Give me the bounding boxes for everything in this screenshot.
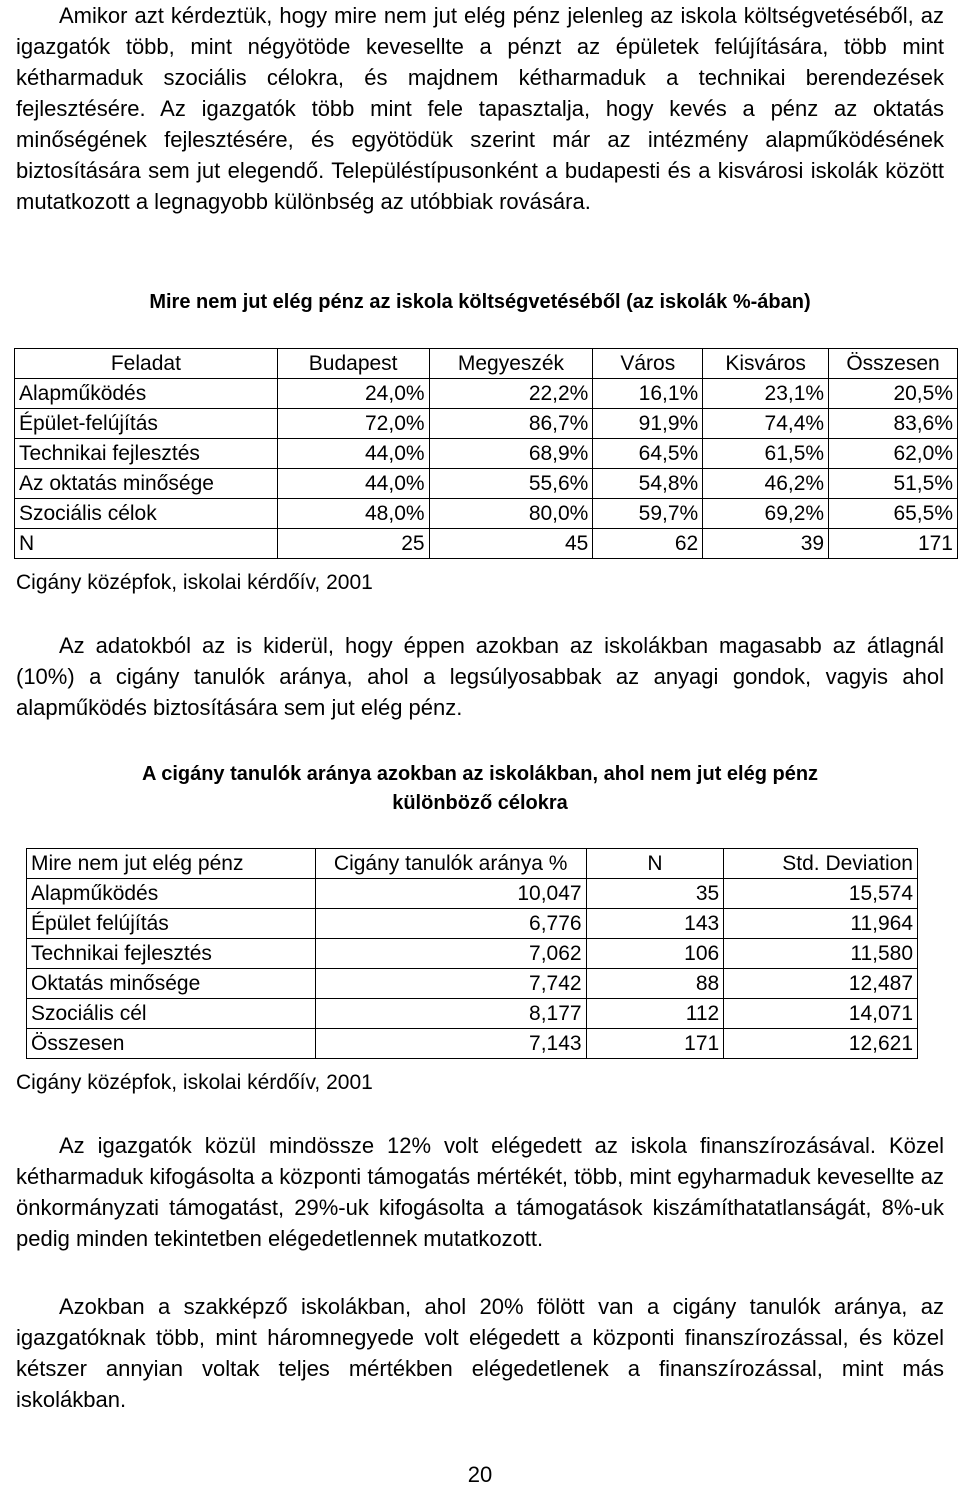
table1-header-row [15,349,958,379]
paragraph-satisfaction: Az igazgatók közül mindössze 12% volt elégedett az iskola finanszírozásával. Közel kétharmaduk kifogásolta a központi támogatás mértékét, több, mint egyharmaduk kevesellte az önkormányzati támogatást, 29%-uk kifogásolta a támogatások kiszámíthatatlanságát, 8%-uk pedig minden tekintetben elégedetlennek mutatkozott. [16,1133,944,1251]
table2-row [27,999,918,1029]
table1-header-cell: Összesen [829,349,958,379]
table1-row [15,529,958,559]
table1-cell: 54,8% [593,469,703,499]
table1-cell: 59,7% [593,499,703,529]
table1-header-cell: Feladat [15,349,278,379]
table2-row-label: Alapműködés [27,879,316,909]
table1-row [15,499,958,529]
table1-header-cell: Megyeszék [429,349,593,379]
table1-cell: 16,1% [593,379,703,409]
table2-header-cell: Cigány tanulók aránya % [315,849,586,879]
table2-header-cell: N [586,849,724,879]
table1-cell: 61,5% [703,439,829,469]
table1-cell: 39 [703,529,829,559]
table1-cell: 44,0% [277,439,429,469]
table1-cell: 68,9% [429,439,593,469]
table1-cell: 65,5% [829,499,958,529]
table1-caption: Mire nem jut elég pénz az iskola költségvetéséből (az iskolák %-ában) [149,291,811,313]
table1-cell: 46,2% [703,469,829,499]
table1-cell: 91,9% [593,409,703,439]
table1-cell: 44,0% [277,469,429,499]
page-number: 20 [467,1462,493,1487]
table2-cell: 143 [586,909,724,939]
table2-cell: 10,047 [315,879,586,909]
table2-source: Cigány középfok, iskolai kérdőív, 2001 [16,1071,373,1094]
table1-row [15,409,958,439]
table2-cell: 15,574 [724,879,918,909]
table1-cell: 48,0% [277,499,429,529]
table1-cell: 72,0% [277,409,429,439]
table2-cell: 7,742 [315,969,586,999]
table1-header-cell: Budapest [277,349,429,379]
funding-shortage-table [14,348,958,559]
table2-cell: 6,776 [315,909,586,939]
table2-row [27,939,918,969]
table1-cell: 51,5% [829,469,958,499]
table1-cell: 80,0% [429,499,593,529]
table2-cell: 112 [586,999,724,1029]
table2-cell: 88 [586,969,724,999]
table1-cell: 74,4% [703,409,829,439]
table1-row-label: Technikai fejlesztés [15,439,278,469]
table2-row [27,879,918,909]
paragraph-data-findings: Az adatokból az is kiderül, hogy éppen azokban az iskolákban magasabb az átlagnál (10%) a cigány tanulók aránya, ahol a legsúlyosabbak az anyagi gondok, vagyis ahol alapműködés biztosítására sem jut elég pénz. [16,633,944,720]
table1-row-label: N [15,529,278,559]
table1-cell: 62,0% [829,439,958,469]
table2-cell: 35 [586,879,724,909]
table2-row-label: Technikai fejlesztés [27,939,316,969]
table2-cell: 106 [586,939,724,969]
table1-cell: 22,2% [429,379,593,409]
table1-cell: 62 [593,529,703,559]
table2-row-label: Összesen [27,1029,316,1059]
table1-cell: 20,5% [829,379,958,409]
table2-caption-line2: különböző célokra [392,792,568,814]
table2-header-cell: Mire nem jut elég pénz [27,849,316,879]
table2-cell: 7,062 [315,939,586,969]
table2-cell: 12,621 [724,1029,918,1059]
table2-caption-line1: A cigány tanulók aránya azokban az iskolákban, ahol nem jut elég pénz [141,763,819,785]
paragraph-vocational-schools: Azokban a szakképző iskolákban, ahol 20% fölött van a cigány tanulók aránya, az igazgatóknak több, mint háromnegyede volt elégedett a központi finanszírozással, és közel kétszer annyian voltak teljes mértékben elégedetlenek a finanszírozással, mint más iskolákban. [16,1294,944,1412]
table1-row-label: Az oktatás minősége [15,469,278,499]
table2-header-row [27,849,918,879]
table2-cell: 8,177 [315,999,586,1029]
table1-cell: 171 [829,529,958,559]
table2-cell: 171 [586,1029,724,1059]
table1-row-label: Szociális célok [15,499,278,529]
table1-cell: 24,0% [277,379,429,409]
table1-row-label: Alapműködés [15,379,278,409]
table1-cell: 86,7% [429,409,593,439]
table1-cell: 45 [429,529,593,559]
table2-cell: 14,071 [724,999,918,1029]
table2-row [27,969,918,999]
table1-header-cell: Kisváros [703,349,829,379]
table2-row [27,1029,918,1059]
table2-row-label: Szociális cél [27,999,316,1029]
table1-source: Cigány középfok, iskolai kérdőív, 2001 [16,571,373,594]
table1-cell: 55,6% [429,469,593,499]
table1-row [15,439,958,469]
table1-row-label: Épület-felújítás [15,409,278,439]
table1-header-cell: Város [593,349,703,379]
table1-cell: 23,1% [703,379,829,409]
table2-row-label: Épület felújítás [27,909,316,939]
paragraph-intro: Amikor azt kérdeztük, hogy mire nem jut elég pénz jelenleg az iskola költségvetéséből, az igazgatók több, mint négyötöde kevesellte a pénzt az épületek felújítására, több mint kétharmaduk szociális célokra, és majdnem kétharmaduk a technikai berendezések fejlesztésére. Az igazgatók több mint fele tapasztalja, hogy kevés a pénz az oktatás minőségének fejlesztésére, és egyötödük szerint már az intézmény alapműködésének biztosítására sem jut elegendő. Településtípusonként a budapesti és a kisvárosi iskolák között mutatkozott a legnagyobb különbség az utóbbiak rovására. [16,3,944,214]
table1-cell: 25 [277,529,429,559]
table1-cell: 69,2% [703,499,829,529]
table2-cell: 11,580 [724,939,918,969]
table2-cell: 7,143 [315,1029,586,1059]
table2-cell: 12,487 [724,969,918,999]
table1-cell: 64,5% [593,439,703,469]
table2-row [27,909,918,939]
table1-row [15,379,958,409]
table1-row [15,469,958,499]
table1-cell: 83,6% [829,409,958,439]
table2-header-cell: Std. Deviation [724,849,918,879]
table2-cell: 11,964 [724,909,918,939]
roma-student-ratio-table [26,848,918,1059]
table2-row-label: Oktatás minősége [27,969,316,999]
